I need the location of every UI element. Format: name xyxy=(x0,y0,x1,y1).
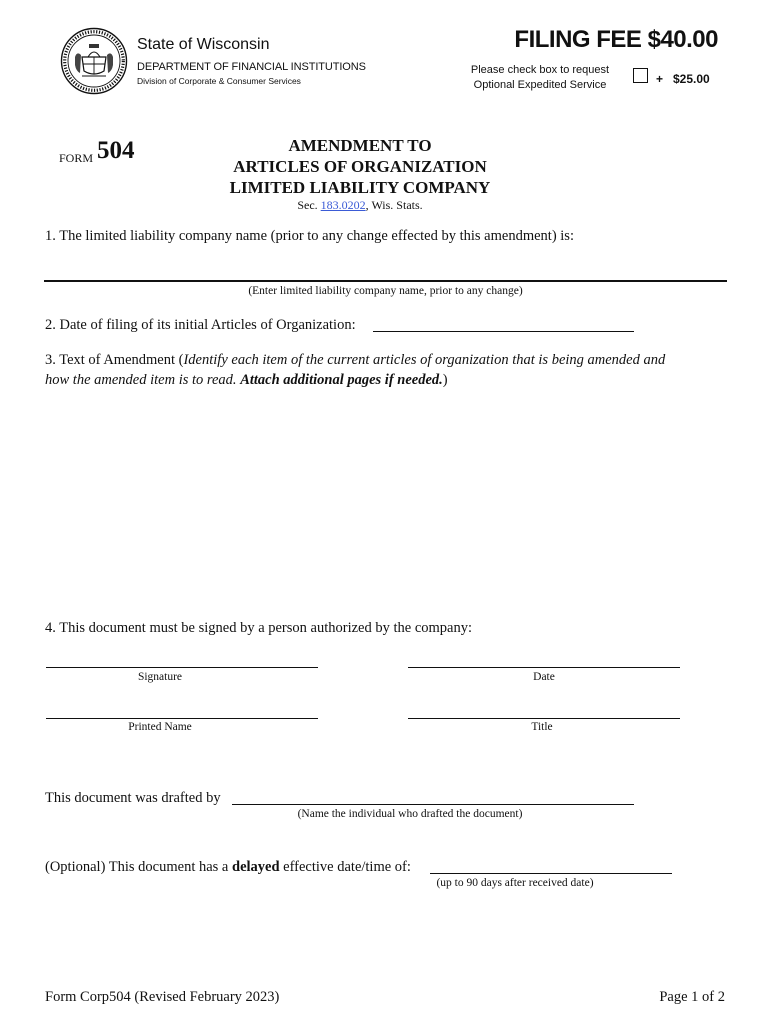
filing-date-field[interactable] xyxy=(373,331,634,332)
department-name: DEPARTMENT OF FINANCIAL INSTITUTIONS xyxy=(137,61,366,73)
expedite-text-line1: Please check box to request xyxy=(470,64,610,76)
signature-caption: Signature xyxy=(137,671,183,683)
item3-text: 3. Text of Amendment (Identify each item of the current articles of organization that is being amended and xyxy=(45,352,666,368)
delayed-date-caption: (up to 90 days after received date) xyxy=(436,877,594,889)
form-number: 504 xyxy=(97,137,135,164)
expedite-fee: $25.00 xyxy=(673,72,710,86)
expedite-checkbox[interactable] xyxy=(633,68,648,83)
page-number: Page 1 of 2 xyxy=(659,989,725,1005)
date-field[interactable] xyxy=(408,667,680,668)
division-name: Division of Corporate & Consumer Services xyxy=(137,76,301,86)
filing-fee: FILING FEE $40.00 xyxy=(514,26,718,53)
drafted-by-caption: (Name the individual who drafted the document) xyxy=(297,808,523,820)
expedite-plus: + xyxy=(656,72,664,86)
llc-name-field[interactable] xyxy=(44,280,727,282)
date-caption: Date xyxy=(533,671,555,683)
form-title-line3: LIMITED LIABILITY COMPANY xyxy=(229,178,491,197)
drafted-by-field[interactable] xyxy=(232,804,634,805)
delayed-date-field[interactable] xyxy=(430,873,672,874)
form-title-line1: AMENDMENT TO xyxy=(288,136,432,155)
state-name: State of Wisconsin xyxy=(137,36,270,53)
amendment-text-area[interactable] xyxy=(44,395,727,605)
expedite-text-line2: Optional Expedited Service xyxy=(473,79,607,91)
signature-field[interactable] xyxy=(46,667,318,668)
item4-text: 4. This document must be signed by a person authorized by the company: xyxy=(45,620,472,636)
form-revision: Form Corp504 (Revised February 2023) xyxy=(45,989,280,1005)
item2-text: 2. Date of filing of its initial Articles of Organization: xyxy=(45,317,356,333)
statute-link[interactable]: 183.0202 xyxy=(320,198,366,212)
form-label: FORM xyxy=(59,151,94,165)
title-caption: Title xyxy=(531,721,553,733)
printed-name-caption: Printed Name xyxy=(128,721,192,733)
form-title-line2: ARTICLES OF ORGANIZATION xyxy=(233,157,487,176)
llc-name-caption: (Enter limited liability company name, prior to any change) xyxy=(248,285,523,297)
item1-text: 1. The limited liability company name (prior to any change effected by this amendment) is: xyxy=(45,228,574,244)
item3-text-line2: how the amended item is to read. Attach additional pages if needed.) xyxy=(45,372,448,388)
statute-reference: Sec. 183.0202, Wis. Stats. xyxy=(297,198,423,212)
wisconsin-seal-icon xyxy=(60,27,128,95)
title-field[interactable] xyxy=(408,718,680,719)
printed-name-field[interactable] xyxy=(46,718,318,719)
drafted-by-label: This document was drafted by xyxy=(45,790,221,806)
delayed-date-label: (Optional) This document has a delayed effective date/time of: xyxy=(45,859,411,875)
